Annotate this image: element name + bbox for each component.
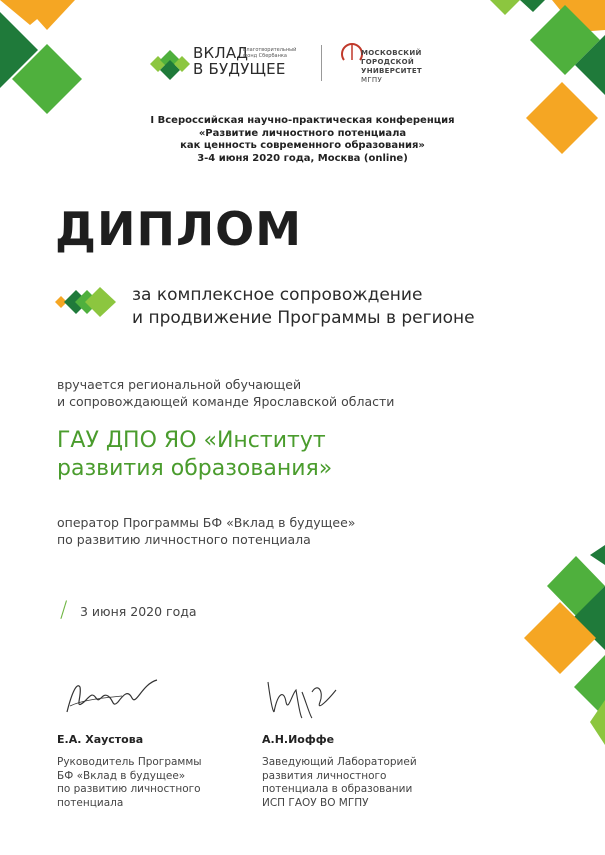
nomination [132,284,475,330]
awarded-line1: вручается региональной обучающей [57,377,302,392]
org-line2: развития образования» [57,456,333,481]
award-date: 3 июня 2020 года [80,604,197,619]
signature-1-icon [62,672,162,722]
diploma-title: ДИПЛОМ [55,202,303,256]
signature-block-1 [57,733,202,810]
vklad-line1: ВКЛАД [193,44,249,62]
vklad-line2: В БУДУЩЕЕ [193,60,286,78]
conference-line2: «Развитие личностного потенциала [198,127,407,139]
mgpu-line1: МОСКОВСКИЙ [361,49,422,57]
mgpu-logo-text [361,49,422,85]
conference-header [60,115,545,165]
date-slash-icon: / [60,598,68,623]
signer-1-role-line2: БФ «Вклад в будущее» [57,769,186,782]
signer-2-role-line3: потенциала в образовании [262,783,413,795]
organization-name [57,427,332,483]
signature-block-2 [262,733,417,810]
signature-2-icon [262,672,342,722]
nomination-line1: за комплексное сопровождение [132,285,423,305]
awarded-line2: и сопровождающей команде Ярославской области [57,394,395,409]
mgpu-line3: УНИВЕРСИТЕТ [361,67,422,75]
nomination-line2: и продвижение Программы в регионе [132,308,475,328]
signer-1-role-line3: по развитию личностного [57,783,201,795]
org-line1: ГАУ ДПО ЯО «Институт [57,428,326,453]
conference-line4: 3-4 июня 2020 года, Москва (online) [197,152,408,164]
vklad-logo-mark [150,46,190,82]
signer-1-name: Е.А. Хаустова [57,733,144,746]
logo-divider [321,45,322,81]
signer-1-role-line4: потенциала [57,796,124,809]
awarded-text [57,376,394,410]
signer-1-role [57,756,202,810]
vklad-logo-subtitle: Благотворительный фонд Сбербанка [243,47,297,59]
signer-2-role [262,756,417,810]
conference-line3: как ценность современного образования» [180,140,425,151]
operator-line2: по развитию личностного потенциала [57,532,311,547]
operator-text [57,514,355,548]
conference-line1: I Всероссийская научно-практическая конференция [150,115,455,126]
signer-2-name: А.Н.Иоффе [262,733,335,746]
signer-2-role-line4: ИСП ГАОУ ВО МГПУ [262,796,369,809]
mgpu-line4: МГПУ [361,76,383,84]
signer-1-role-line1: Руководитель Программы [57,756,202,768]
signer-2-role-line2: развития личностного [262,769,387,782]
mgpu-line2: ГОРОДСКОЙ [361,58,415,66]
signer-2-role-line1: Заведующий Лабораторией [262,756,417,768]
operator-line1: оператор Программы БФ «Вклад в будущее» [57,515,356,530]
